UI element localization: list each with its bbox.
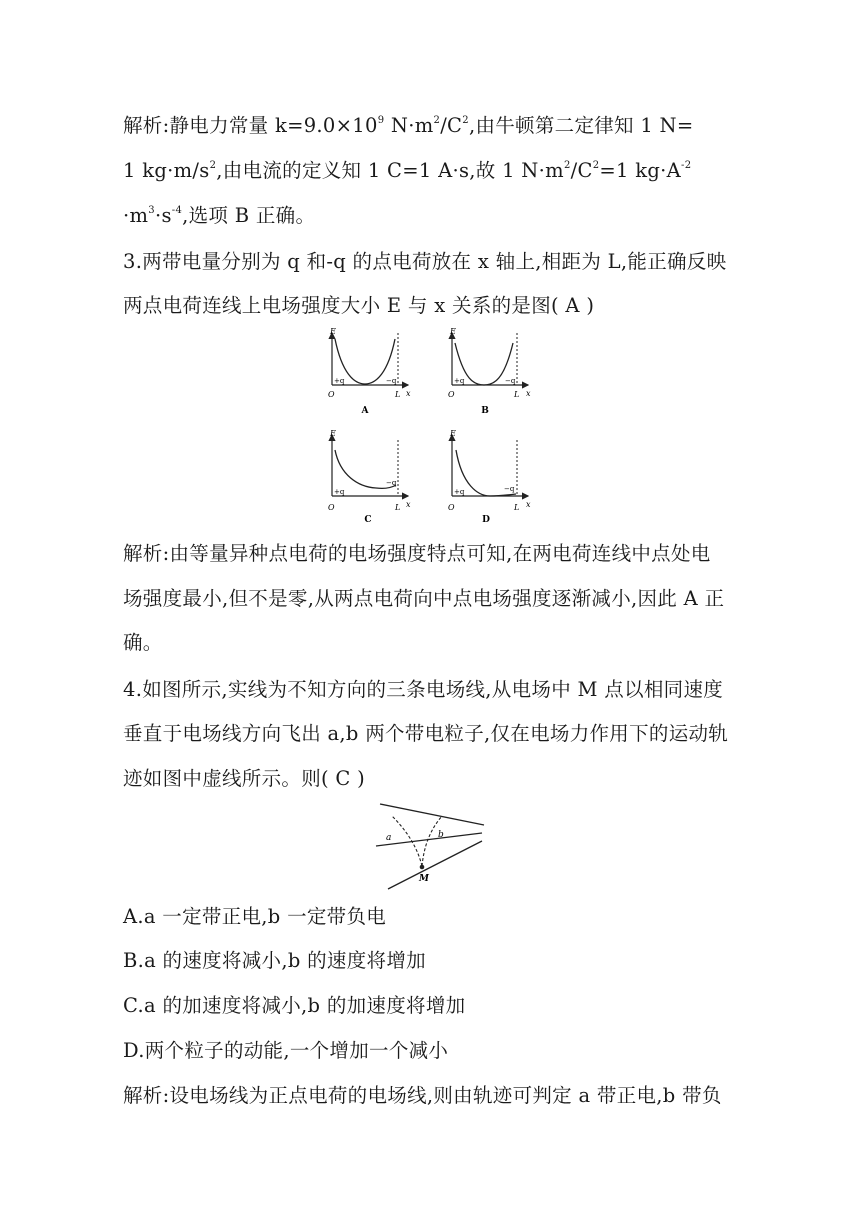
field-line-top	[380, 804, 484, 825]
graph-c-plus-q: +q	[334, 488, 345, 496]
field-line-bottom	[388, 841, 482, 889]
analysis-3-line-3: 确。	[123, 631, 163, 654]
analysis-2-line-2: 1 $kg\cdot m/s^2$,由电流的定义知 1 C=1 A·s,故 1 $N\cdot m^2/C^2=1$ $kg\cdot A^{-2}$	[123, 159, 692, 182]
analysis-3-line-2: 场强度最小,但不是零,从两点电荷向中点电场强度逐渐减小,因此 A 正	[123, 587, 725, 610]
graph-b-x-label: x	[526, 389, 531, 398]
e-x-graphs-figure	[318, 325, 538, 523]
graph-c-minus-q: −q	[386, 479, 397, 487]
graph-a-plus-q: +q	[334, 377, 345, 385]
option-a: A.a 一定带正电,b 一定带负电	[123, 905, 387, 928]
graph-a-caption: A	[361, 406, 369, 416]
graph-b-caption: B	[481, 406, 489, 416]
graph-c-l-label: L	[395, 503, 401, 512]
graph-a-l-label: L	[395, 390, 401, 399]
label-b: b	[438, 830, 444, 840]
question-4-line-1: 4.如图所示,实线为不知方向的三条电场线,从电场中 M 点以相同速度	[123, 678, 724, 701]
question-4-line-2: 垂直于电场线方向飞出 a,b 两个带电粒子,仅在电场力作用下的运动轨	[123, 722, 729, 745]
field-lines-figure	[372, 802, 487, 894]
graph-d-origin: O	[448, 503, 455, 512]
analysis-4-line-1: 解析:设电场线为正点电荷的电场线,则由轨迹可判定 a 带正电,b 带负	[123, 1084, 722, 1107]
graph-b-origin: O	[448, 390, 455, 399]
option-b: B.a 的速度将减小,b 的速度将增加	[123, 949, 426, 972]
option-c: C.a 的加速度将减小,b 的加速度将增加	[123, 994, 466, 1017]
graph-b-minus-q: −q	[505, 377, 516, 385]
label-m: M	[419, 874, 429, 884]
field-line-middle	[376, 833, 482, 846]
analysis-2-line-1: 解析:静电力常量 $k=9.0\times 10^9$ $N\cdot m^2/C^2$,由牛顿第二定律知 1 N=	[123, 114, 694, 137]
graph-c-x-label: x	[406, 500, 411, 509]
graph-a-e-label: E	[330, 327, 336, 336]
graph-b-l-label: L	[514, 390, 520, 399]
trajectory-b	[422, 816, 442, 866]
question-3-line-1: 3.两带电量分别为 q 和-q 的点电荷放在 x 轴上,相距为 L,能正确反映	[123, 250, 727, 273]
graph-c-e-label: E	[330, 429, 336, 438]
point-m	[420, 865, 425, 870]
graph-b-e-label: E	[450, 327, 456, 336]
graph-b-plus-q: +q	[454, 377, 465, 385]
graph-d-caption: D	[482, 515, 490, 523]
option-d: D.两个粒子的动能,一个增加一个减小	[123, 1039, 449, 1062]
graph-c	[328, 429, 411, 523]
question-4-line-3: 迹如图中虚线所示。则( C )	[123, 767, 366, 790]
graph-d-plus-q: +q	[454, 488, 465, 496]
graph-d-e-label: E	[450, 429, 456, 438]
graph-c-origin: O	[328, 503, 335, 512]
question-3-line-2: 两点电荷连线上电场强度大小 E 与 x 关系的是图( A )	[123, 294, 595, 317]
graph-c-caption: C	[364, 515, 372, 523]
graph-d-x-label: x	[526, 500, 531, 509]
analysis-2-line-3: $\cdot m^3\cdot s^{-4}$,选项 B 正确。	[123, 204, 316, 227]
graph-d-l-label: L	[514, 503, 520, 512]
graph-b	[448, 327, 531, 416]
graph-a	[328, 327, 411, 416]
graph-d	[448, 429, 531, 523]
graph-d-minus-q: −q	[504, 485, 515, 493]
label-a: a	[386, 833, 392, 843]
graph-a-minus-q: −q	[386, 377, 397, 385]
graph-a-origin: O	[328, 390, 335, 399]
analysis-3-line-1: 解析:由等量异种点电荷的电场强度特点可知,在两电荷连线中点处电	[123, 542, 711, 565]
graph-a-x-label: x	[406, 389, 411, 398]
